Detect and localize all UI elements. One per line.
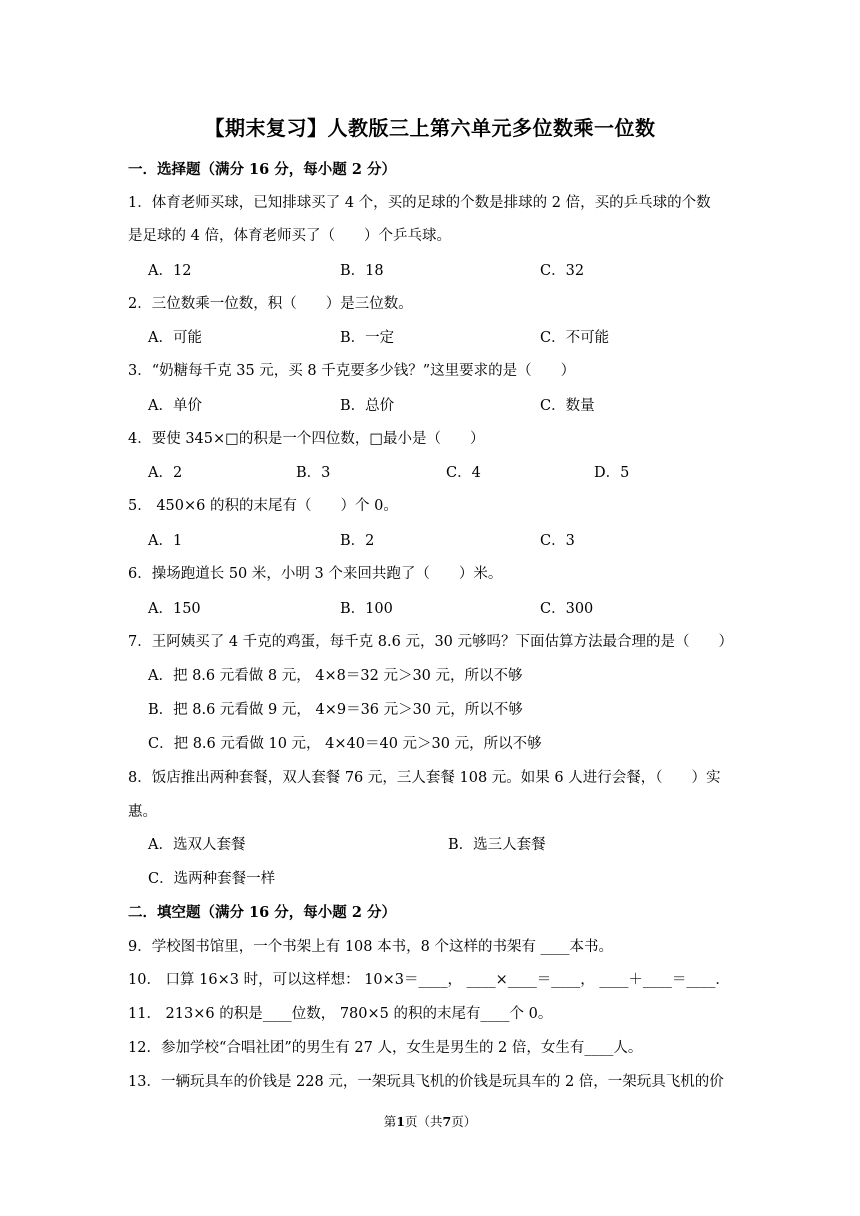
q1-option-a: A．12 (148, 263, 192, 279)
q2-option-c: C．不可能 (540, 330, 610, 346)
q8-option-c: C．选两种套餐一样 (148, 871, 276, 887)
question-4: 4．要使 345×□的积是一个四位数，□最小是（ ） (128, 431, 485, 447)
q4-option-b: B．3 (296, 465, 331, 481)
q5-option-b: B．2 (340, 533, 375, 549)
q1-option-c: C．32 (540, 263, 585, 279)
question-7: 7．王阿姨买了 4 千克的鸡蛋，每千克 8.6 元，30 元够吗？下面估算方法最合理的是（ ） (128, 634, 734, 650)
q4-option-a: A．2 (148, 465, 183, 481)
q6-option-a: A．150 (148, 601, 201, 617)
q3-option-c: C．数量 (540, 398, 595, 414)
footer-total-pages: 7 (442, 1114, 452, 1129)
q5-option-a: A．1 (148, 533, 183, 549)
q4-option-c: C．4 (446, 465, 481, 481)
question-10: 10． 口算 16×3 时，可以这样想： 10×3＝____， ____×____＝____， ____＋____＝____． (128, 972, 730, 988)
q7-option-a: A．把 8.6 元看做 8 元， 4×8＝32 元＞30 元，所以不够 (148, 668, 523, 684)
question-5: 5． 450×6 的积的末尾有（ ）个 0。 (128, 498, 398, 514)
page-footer (0, 1112, 860, 1130)
q1-option-b: B．18 (340, 263, 384, 279)
question-13: 13．一辆玩具车的价钱是 228 元，一架玩具飞机的价钱是玩具车的 2 倍，一架玩具飞机的价 (128, 1074, 724, 1090)
question-9: 9．学校图书馆里，一个书架上有 108 本书，8 个这样的书架有 ____本书。 (128, 939, 614, 955)
page-title: 【期末复习】人教版三上第六单元多位数乘一位数 (204, 116, 656, 140)
question-2: 2．三位数乘一位数，积（ ）是三位数。 (128, 296, 413, 312)
q8-option-a: A．选双人套餐 (148, 837, 246, 853)
q6-option-b: B．100 (340, 601, 393, 617)
section-heading-choice: 一．选择题（满分 16 分，每小题 2 分） (128, 161, 396, 178)
section-heading-fill: 二．填空题（满分 16 分，每小题 2 分） (128, 904, 396, 921)
q2-option-a: A．可能 (148, 330, 202, 346)
q3-option-b: B．总价 (340, 398, 395, 414)
footer-post: 页） (451, 1114, 477, 1129)
question-1-line-2: 是足球的 4 倍，体育老师买了（ ）个乒乓球。 (128, 228, 451, 244)
q2-option-b: B．一定 (340, 330, 395, 346)
q4-option-d: D．5 (594, 465, 630, 481)
footer-mid: 页（共 (404, 1114, 443, 1129)
q3-option-a: A．单价 (148, 398, 202, 414)
question-6: 6．操场跑道长 50 米，小明 3 个来回共跑了（ ）米。 (128, 566, 503, 582)
q7-option-b: B．把 8.6 元看做 9 元， 4×9＝36 元＞30 元，所以不够 (148, 702, 523, 718)
question-11: 11． 213×6 的积是____位数， 780×5 的积的末尾有____个 0。 (128, 1006, 553, 1022)
question-3: 3．“奶糖每千克 35 元，买 8 千克要多少钱？”这里要求的是（ ） (128, 363, 576, 379)
q6-option-c: C．300 (540, 601, 594, 617)
q8-option-b: B．选三人套餐 (448, 837, 546, 853)
q5-option-c: C．3 (540, 533, 575, 549)
question-12: 12．参加学校“合唱社团”的男生有 27 人，女生是男生的 2 倍，女生有____人。 (128, 1040, 643, 1056)
footer-page-number: 1 (396, 1114, 405, 1129)
question-1-line-1: 1．体育老师买球，已知排球买了 4 个，买的足球的个数是排球的 2 倍，买的乒乓球的个数 (128, 195, 711, 211)
question-8-line-2: 惠。 (128, 804, 157, 820)
footer-pre: 第 (383, 1114, 397, 1129)
q7-option-c: C．把 8.6 元看做 10 元， 4×40＝40 元＞30 元，所以不够 (148, 736, 542, 752)
question-8-line-1: 8．饭店推出两种套餐，双人套餐 76 元，三人套餐 108 元。如果 6 人进行会餐，（ ）实 (128, 770, 721, 786)
